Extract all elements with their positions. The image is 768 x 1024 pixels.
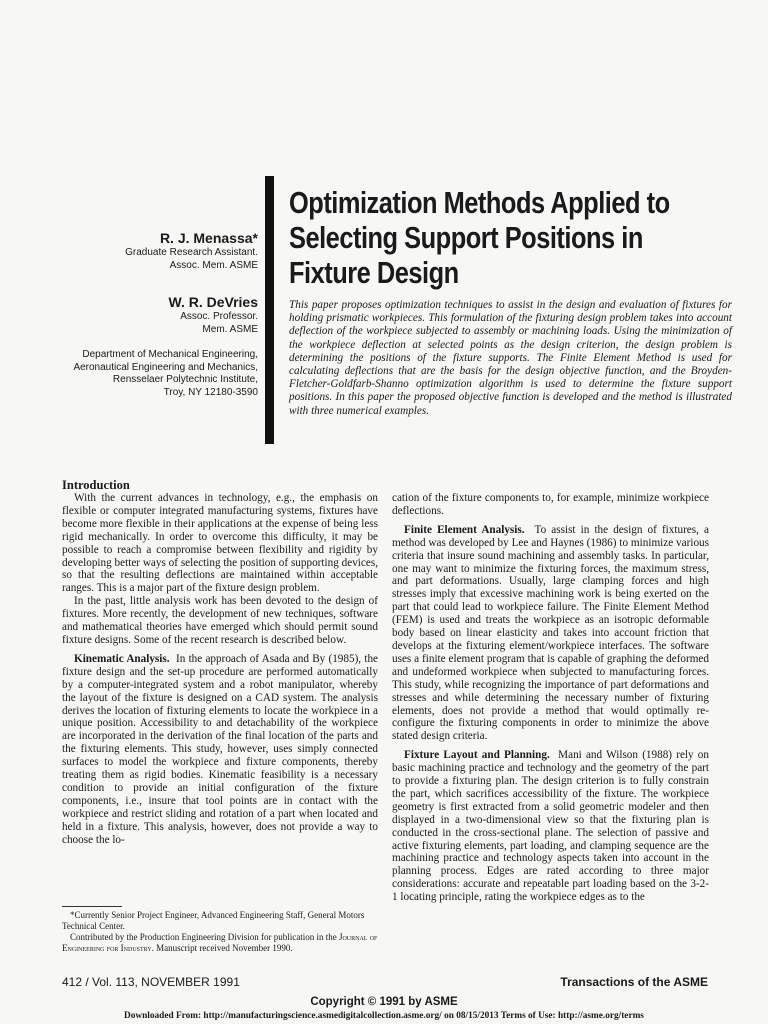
journal-name: Transactions of the ASME bbox=[560, 975, 708, 989]
author-name-2: W. R. DeVries bbox=[168, 294, 258, 310]
footnote: Contributed by the Production Engineering Division for publication in the Journal of Engineering for Industry. Manuscript received November 1990. bbox=[62, 932, 378, 953]
copyright-notice: Copyright © 1991 by ASME bbox=[310, 996, 458, 1008]
abstract: This paper proposes optimization techniques to assist in the design and evaluation of fixtures for holding prismatic workpieces. This formulation of the fixturing design problem takes into account deflection of the workpiece subjected to assembly or machining loads. Using the minimization of the workpiece deflection at selected points as the design criterion, the design problem is determining the positions of the fixture supports. The Finite Element Method is used for calculating deflections that are the basis for the design objective function, and the Broyden-Fletcher-Goldfarb-Shanno optimization algorithm is used to determine the fixture support positions. In this paper the proposed objective function is developed and the method is illustrated with three numerical examples. bbox=[289, 299, 732, 417]
author-affiliation-1: Graduate Research Assistant. Assoc. Mem. ASME bbox=[125, 247, 258, 271]
subsection-heading: Kinematic Analysis. bbox=[74, 652, 170, 665]
body-column-left bbox=[62, 492, 378, 846]
title-rule bbox=[265, 176, 274, 444]
footnotes bbox=[62, 910, 378, 954]
paragraph: Kinematic Analysis. In the approach of Asada and By (1985), the fixture design and the set-up procedure are performed automatically by a computer-integrated system and a robot manipulator, whereby the layout of the fixture is designed on a CAD system. The analysis derives the location of fixturing elements to locate the workpiece in a unique position. Accessibility to and detachability of the workpiece are incorporated in the derivation of the final location of the parts and the fixturing elements. This study, however, uses simply connected surfaces to model the workpiece and fixture components, thereby treating them as rigid bodies. Kinematic feasibility is a necessary condition to provide an initial configuration of the fixture components, i.e., insure that tool points are in contact with the workpiece and restrict sliding and rotation of a part when located and held in a fixture. This analysis, however, does not provide a way to choose the lo- bbox=[62, 652, 378, 846]
paragraph: In the past, little analysis work has been devoted to the design of fixtures. More recently, the development of new techniques, software and mathematical theories have emerged which should permit sound fixture designs. Some of the recent research is described below. bbox=[62, 595, 378, 646]
department-address: Department of Mechanical Engineering, Aeronautical Engineering and Mechanics, Rensselaer Polytechnic Institute, Troy, NY 12180-3590 bbox=[73, 349, 258, 398]
subsection-heading: Fixture Layout and Planning. bbox=[404, 749, 550, 762]
download-notice: Downloaded From: http://manufacturingscience.asmedigitalcollection.asme.org/ on 08/15/2013 Terms of Use: http://asme.org/terms bbox=[124, 1011, 644, 1021]
subsection-heading: Finite Element Analysis. bbox=[404, 523, 525, 536]
page-folio: 412 / Vol. 113, NOVEMBER 1991 bbox=[62, 975, 240, 989]
paragraph: With the current advances in technology, e.g., the emphasis on flexible or computer integrated manufacturing systems, fixtures have become more flexible in their applications at the expense of being less rigid mechanically. In order to overcome this difficulty, it may be possible to reach a compromise between flexibility and rigidity by developing better ways of selecting the position of supporting devices, so that the resulting deflections are maintained within acceptable ranges. This is a major part of the fixture design problem. bbox=[62, 492, 378, 595]
paper-title: Optimization Methods Applied to Selecting Support Positions in Fixture Design bbox=[289, 185, 670, 290]
footnote: *Currently Senior Project Engineer, Advanced Engineering Staff, General Motors Technical Center. bbox=[62, 910, 365, 931]
author-affiliation-2: Assoc. Professor. Mem. ASME bbox=[180, 311, 258, 335]
body-column-right bbox=[392, 492, 709, 904]
author-name-1: R. J. Menassa* bbox=[159, 230, 258, 246]
paragraph: Fixture Layout and Planning. Mani and Wilson (1988) rely on basic machining practice and technology and the geometry of the part to provide a fixturing plan. The design criterion is to fully constrain the part, which sacrifices accessibility of the fixture. The workpiece geometry is first extracted from a solid geometric modeler and then displayed in a two-dimensional view so that the fixturing plan is conducted in the cross-sectional plane. The selection of passive and active fixturing elements, part loading, and clamping sequence are the machining practice and technology aspects taken into account in the planning process. Edges are rated according to three major considerations: accurate and repeatable part loading based on the 3-2-1 locating principle, rating the workpiece edges as to the bbox=[392, 749, 709, 904]
paragraph: Finite Element Analysis. To assist in the design of fixtures, a method was developed by Lee and Haynes (1986) to minimize various criteria that insure sound machining and assembly tasks. In particular, one may want to minimize the fixturing forces, the maximum stress, and part deformations. Usually, large clamping forces and high stresses imply that excessive machining work is being exerted on the part that could lead to workpiece failure. The Finite Element Method (FEM) is used and treats the workpiece as an isotropic deformable body based on linear elasticity and takes into account friction that develops at the fixturing element/workpiece interfaces. The software uses a finite element program that is capable of graphing the deformed and undeformed workpiece when subjected to manufacturing forces. This study, while recognizing the importance of part deformations and stresses and while determining the necessary number of fixturing elements, does not provide a method that would optimally re-configure the fixturing components in order to minimize the above stated design criteria. bbox=[392, 523, 709, 743]
paragraph: cation of the fixture components to, for example, minimize workpiece deflections. bbox=[392, 492, 709, 517]
footnote-rule bbox=[62, 906, 122, 907]
section-heading-introduction: Introduction bbox=[62, 478, 130, 492]
